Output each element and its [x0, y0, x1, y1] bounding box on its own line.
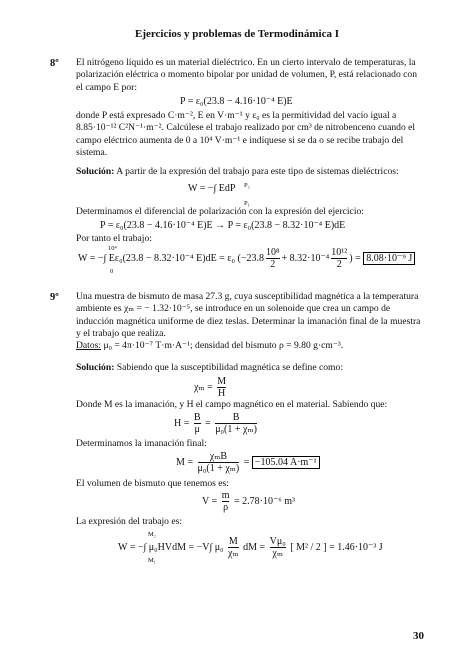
- equation-magnetic-work: M₂ W = −∫ μ₀HVdM = −V∫ μ₀ M₁ $\frac{M}{\text{χₘ}}$ dM = $\frac{\text{Vμ₀}}{\text{χₘ}}$ [ M² / 2 ] = 1.46·10⁻³ J: [118, 536, 383, 559]
- solution-9-volume-label: El volumen de bismuto que tenemos es:: [76, 478, 229, 489]
- work-term-b: + 8.32·10⁻⁴: [281, 252, 330, 264]
- equation-work-integral: [188, 182, 250, 207]
- fraction: $\frac{\text{Vμ₀}}{\text{χₘ}}$: [269, 536, 286, 559]
- problem-number-8: 8º: [50, 58, 59, 69]
- work-term-c: ) =: [349, 252, 361, 264]
- solution-8-work-label: Por tanto el trabajo:: [76, 233, 152, 244]
- fraction: $\frac{\text{10¹²}}{2}$: [331, 247, 348, 270]
- magnetic-work-integrand: W = −∫ μ₀HVdM = −V∫ μ₀: [118, 541, 224, 553]
- equation-volume: V = $\frac{m}{\rho}$ = 2.78·10⁻⁶ m³: [202, 490, 295, 513]
- solution-label: Solución:: [76, 166, 115, 177]
- problem-8-statement-2: donde P está expresado C·m⁻², E en V·m⁻¹ y ε₀ es la permitividad del vacío igual a 8.85·10⁻¹² C²N⁻¹·m⁻². Calcúlese el trabajo realizado por cm³ de nitrobenceno cuando el campo eléctrico aumenta de 0 a 10⁴ V·m⁻¹ e indíquese si se da o se recibe trabajo del sistema.: [76, 110, 416, 159]
- problem-9-statement: Una muestra de bismuto de masa 27.3 g, cuya susceptibilidad magnética a la temperatura ambiente es χₘ = − 1.32·10⁻⁵, se introduce en un solenoide que crea un campo de inducción magnética uniforme de diez teslas. Determinar la imanación final de la muestra y el trabajo que realiza.: [76, 291, 421, 340]
- problem-8-statement: El nitrógeno líquido es un material dieléctrico. En un cierto intervalo de temperaturas, la polarización eléctrica o momento bipolar por unidad de volumen, P, está relacionado con el campo E por:: [76, 57, 417, 93]
- result-box: 8.08·10⁻⁹ J: [363, 252, 415, 265]
- problem-9-data: [76, 340, 421, 352]
- lower-limit: 0: [110, 268, 114, 275]
- problem-number-9: 9º: [50, 292, 59, 303]
- solution-8-diff: Determinamos el diferencial de polarización con la expresión del ejercicio:: [76, 206, 364, 217]
- solution-9-work-label: La expresión del trabajo es:: [76, 516, 183, 527]
- magnetic-work-result: 1.46·10⁻³ J: [337, 541, 383, 553]
- equation-magnetization: M = $\frac{\text{χₘB}}{\text{μ₀(1 + χₘ)}}$ = −105.04 A·m⁻¹: [176, 451, 320, 474]
- equation-field-H: H = $\frac{B}{\mu}$ = $\frac{B}{\text{μ₀(1 + χₘ)}}$: [174, 412, 257, 435]
- result-box: −105.04 A·m⁻¹: [252, 456, 320, 469]
- solution-9-text: Sabiendo que la susceptibilidad magnética se define como:: [116, 362, 343, 373]
- equation-work-result: [78, 245, 415, 275]
- page-header: Ejercicios y problemas de Termodinámica I: [134, 28, 339, 40]
- work-integral-text: W = −∫ EdP: [188, 183, 236, 194]
- upper-limit: P₂: [244, 182, 250, 189]
- fraction: $\frac{\text{χₘB}}{\text{μ₀(1 + χₘ)}}$: [197, 451, 240, 474]
- solution-label: Solución:: [76, 362, 115, 373]
- fraction: $\frac{B}{\text{μ₀(1 + χₘ)}}$: [215, 412, 257, 435]
- lower-limit: M₁: [148, 557, 157, 564]
- equation-differential: P = ε₀(23.8 − 4.16·10⁻⁴ E)E → P = ε₀(23.8 − 8.32·10⁻⁴ E)dE: [100, 220, 346, 231]
- equation-susceptibility: χₘ = $\frac{M}{H}$: [194, 376, 227, 399]
- solution-9-definition: Donde M es la imanación, y H el campo magnético en el material. Sabiendo que:: [76, 399, 388, 410]
- upper-limit: M₂: [148, 531, 157, 538]
- solution-9-magnetization-label: Determinamos la imanación final:: [76, 438, 207, 449]
- fraction: $\frac{m}{\rho}$: [221, 490, 230, 513]
- work-term-a: (−23.8: [237, 252, 264, 264]
- equation-polarization: P = ε₀(23.8 − 4.16·10⁻⁴ E)E: [180, 96, 293, 107]
- fraction: $\frac{B}{\mu}$: [193, 412, 201, 435]
- data-label: Datos:: [76, 340, 102, 351]
- fraction: $\frac{\text{10⁸}}{2}$: [266, 247, 280, 270]
- page-number: 30: [413, 630, 424, 642]
- solution-8-text: A partir de la expresión del trabajo para este tipo de sistemas dieléctricos:: [116, 166, 399, 177]
- fraction: $\frac{M}{H}$: [217, 376, 227, 399]
- data-text: μ₀ = 4π·10⁻⁷ T·m·A⁻¹; densidad del bismuto ρ = 9.80 g·cm⁻³.: [101, 340, 344, 351]
- solution-9-intro: [76, 362, 421, 374]
- lower-limit: P₁: [244, 200, 250, 207]
- upper-limit: 10⁴: [108, 245, 117, 252]
- work-integrand: W = −∫ Eε₀(23.8 − 8.32·10⁻⁴ E)dE = ε₀: [78, 252, 236, 264]
- fraction: $\frac{M}{\text{χₘ}}$: [228, 536, 239, 559]
